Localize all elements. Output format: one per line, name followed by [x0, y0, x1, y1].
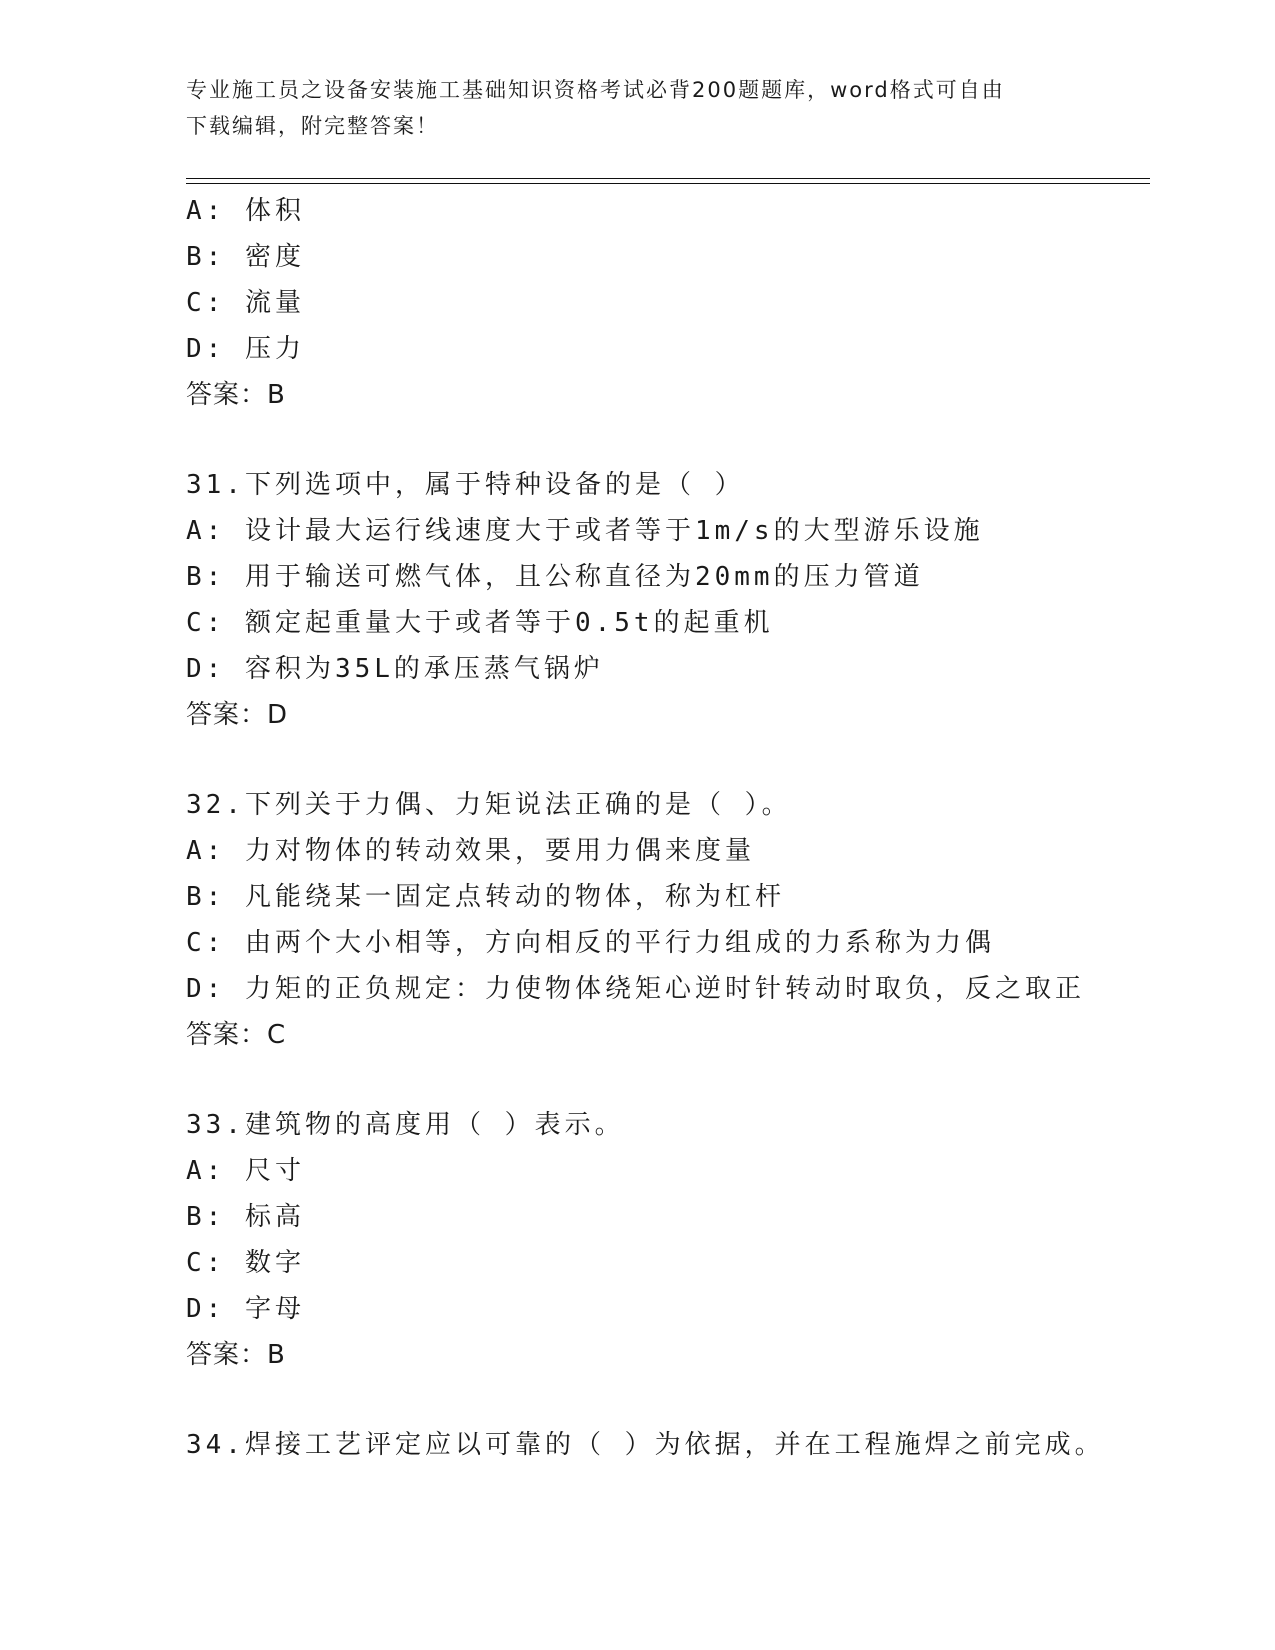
option-b: B: 凡能绕某一固定点转动的物体，称为杠杆 — [186, 882, 785, 912]
answer-line: 答案：B — [186, 380, 286, 410]
document-header — [186, 72, 1066, 144]
answer-line: 答案：D — [186, 700, 289, 730]
header-title-line-1: 专业施工员之设备安装施工基础知识资格考试必背200题题库，word格式可自由 — [186, 78, 1005, 102]
answer-line: 答案：C — [186, 1020, 287, 1050]
option-c: C: 流量 — [186, 288, 305, 318]
header-divider-top — [186, 178, 1150, 179]
option-d: D: 字母 — [186, 1294, 305, 1324]
option-a: A: 设计最大运行线速度大于或者等于1m/s的大型游乐设施 — [186, 516, 984, 546]
option-c: C: 额定起重量大于或者等于0.5t的起重机 — [186, 608, 774, 638]
question-block-32 — [186, 782, 1146, 1058]
option-b: B: 标高 — [186, 1202, 305, 1232]
header-title-line-2: 下载编辑，附完整答案！ — [186, 114, 439, 138]
option-c: C: 数字 — [186, 1248, 305, 1278]
question-title: 32.下列关于力偶、力矩说法正确的是（ ）。 — [186, 790, 792, 820]
option-a: A: 体积 — [186, 196, 305, 226]
question-title: 31.下列选项中，属于特种设备的是（ ） — [186, 470, 745, 500]
answer-line: 答案：B — [186, 1340, 286, 1370]
question-block-34 — [186, 1422, 1146, 1468]
option-d: D: 压力 — [186, 334, 305, 364]
option-b: B: 密度 — [186, 242, 305, 272]
header-divider-bottom — [186, 183, 1150, 184]
option-a: A: 尺寸 — [186, 1156, 305, 1186]
option-d: D: 容积为35L的承压蒸气锅炉 — [186, 654, 604, 684]
question-block-partial — [186, 188, 1146, 418]
question-block-31 — [186, 462, 1146, 738]
question-block-33 — [186, 1102, 1146, 1378]
option-a: A: 力对物体的转动效果，要用力偶来度量 — [186, 836, 755, 866]
option-b: B: 用于输送可燃气体，且公称直径为20mm的压力管道 — [186, 562, 924, 592]
question-title: 33.建筑物的高度用（ ）表示。 — [186, 1110, 625, 1140]
question-title: 34.焊接工艺评定应以可靠的（ ）为依据，并在工程施焊之前完成。 — [186, 1430, 1105, 1460]
option-c: C: 由两个大小相等，方向相反的平行力组成的力系称为力偶 — [186, 928, 995, 958]
option-d: D: 力矩的正负规定：力使物体绕矩心逆时针转动时取负，反之取正 — [186, 974, 1085, 1004]
question-list — [186, 188, 1146, 1468]
